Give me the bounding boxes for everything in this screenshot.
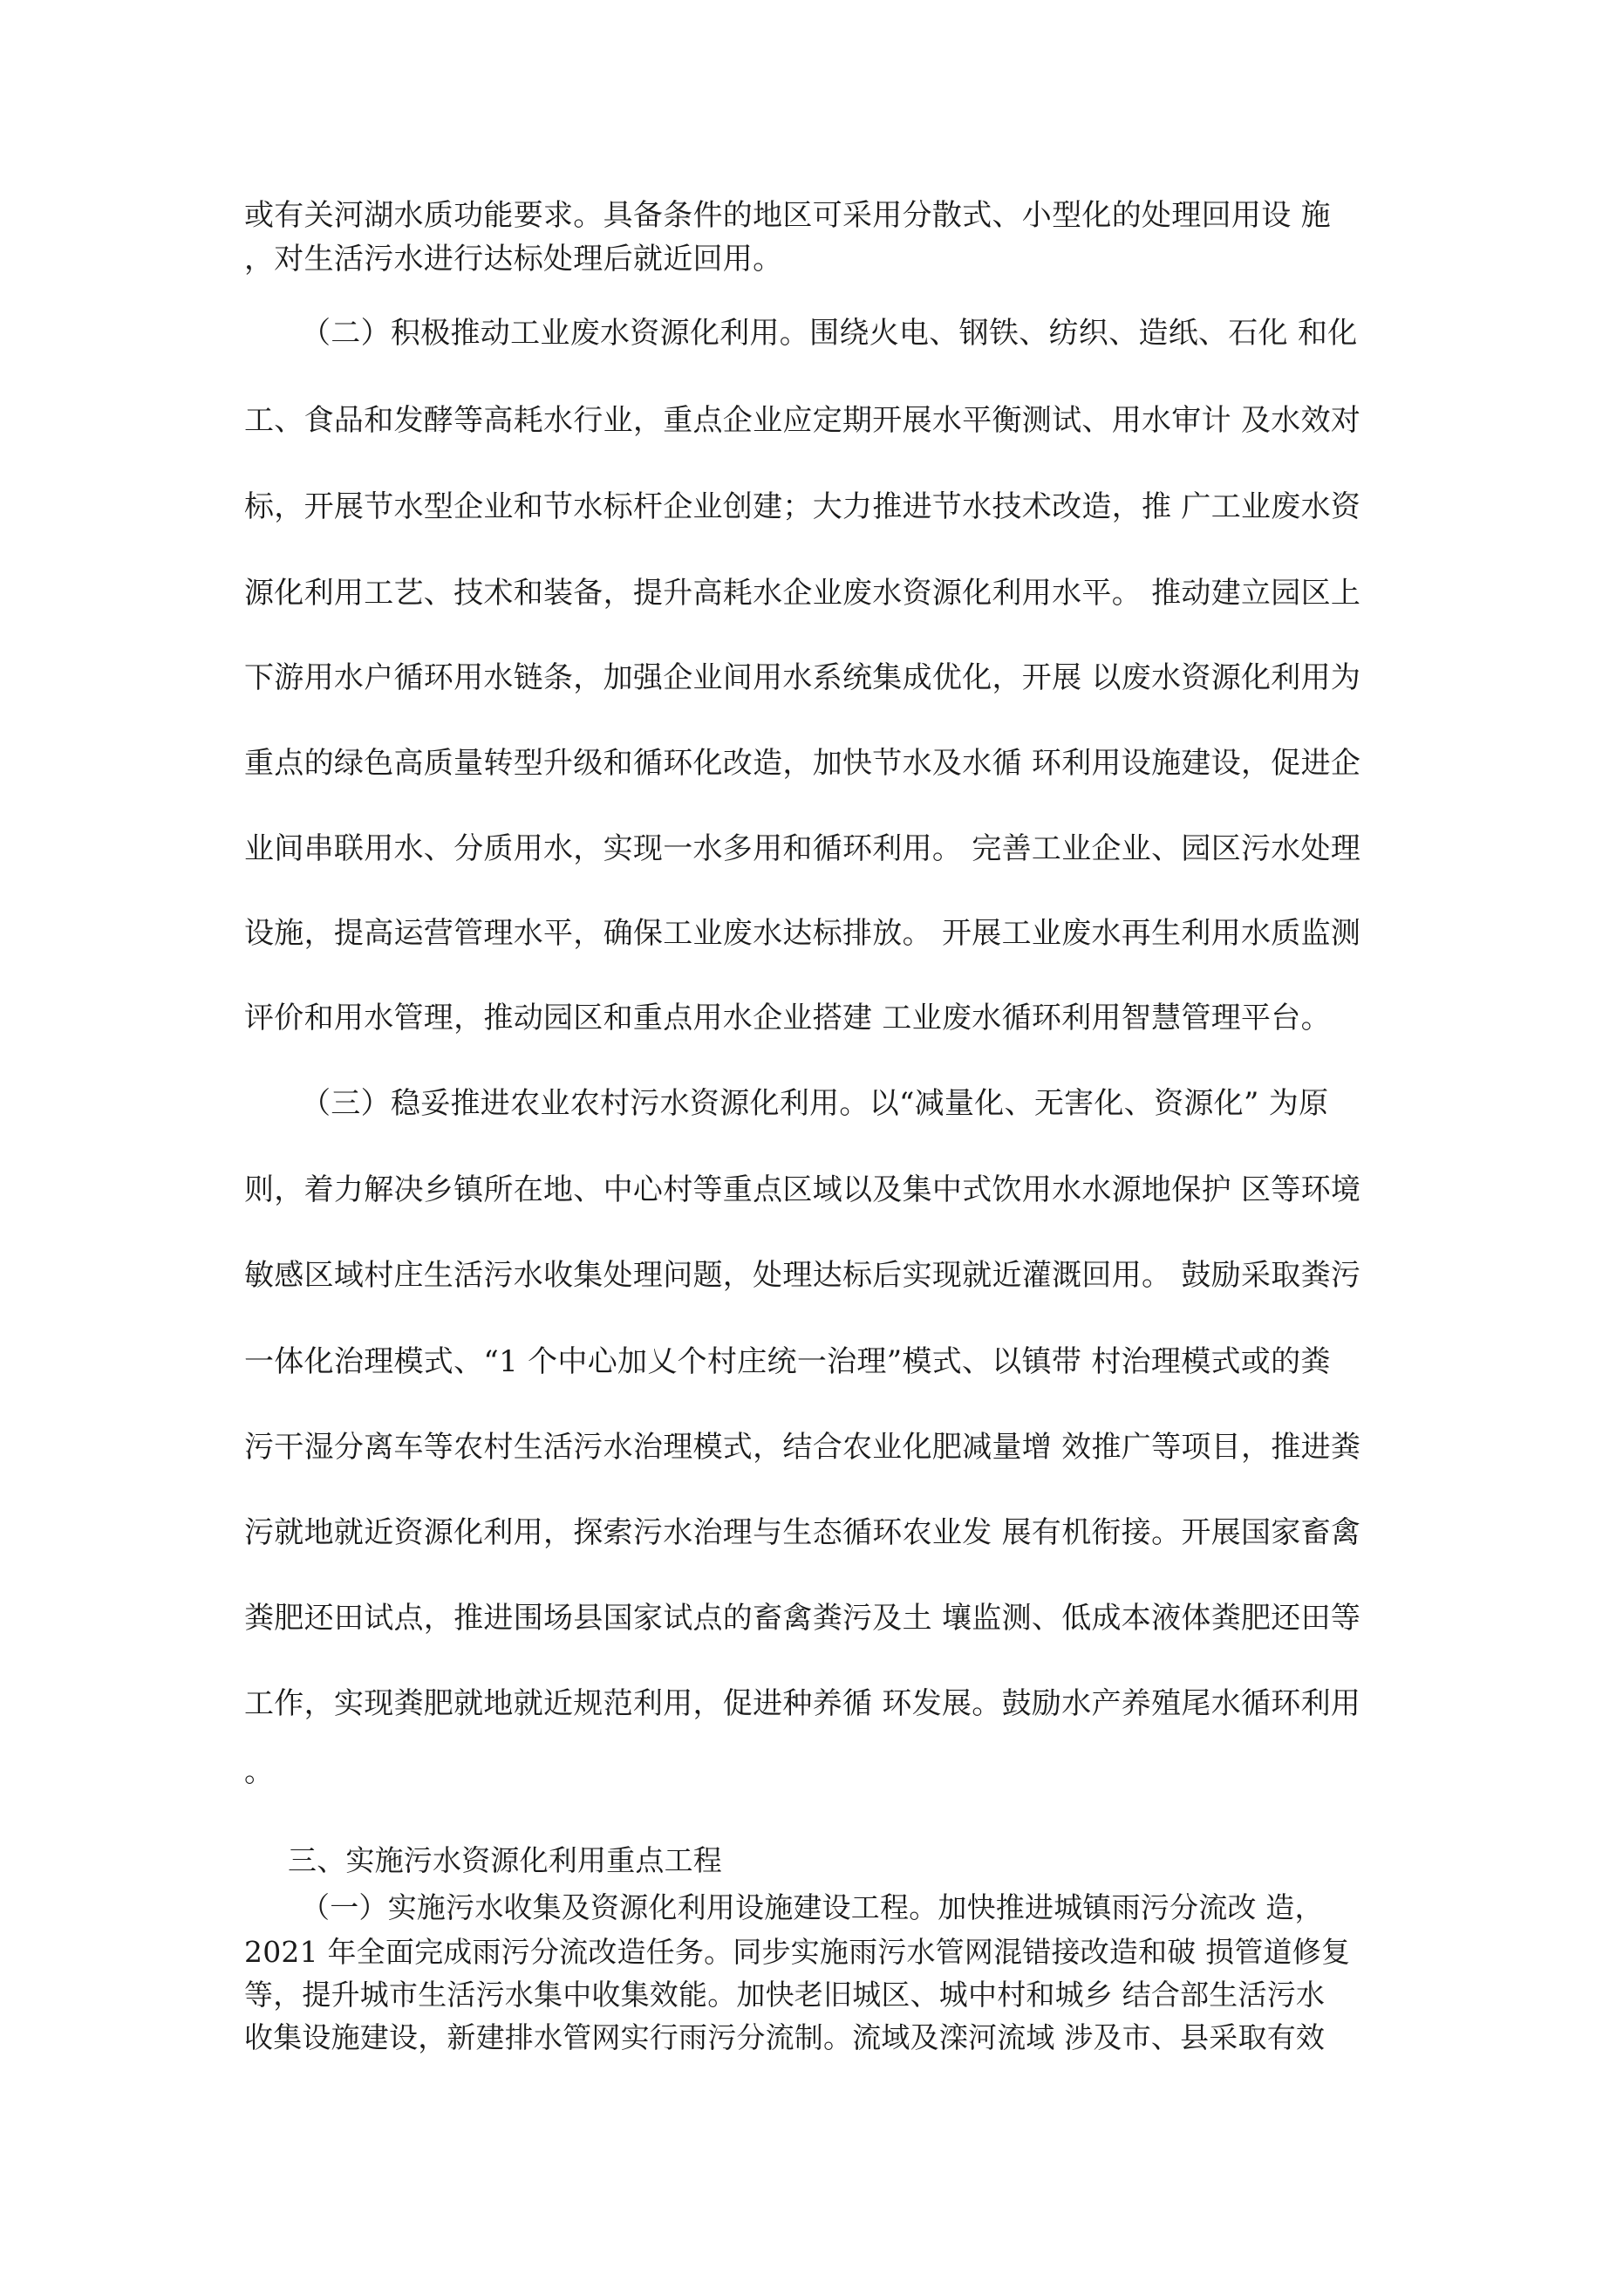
text-line: 评价和用水管理，推动园区和重点用水企业搭建 工业废水循环利用智慧管理平台。 [244,1001,1331,1035]
text-line: 重点的绿色高质量转型升级和循环化改造，加快节水及水循 环利用设施建设，促进企 [244,746,1361,781]
text-line: 敏感区域村庄生活污水收集处理问题，处理达标后实现就近灌溉回用。 鼓励采取粪污 [244,1258,1361,1293]
text-line: 污干湿分离车等农村生活污水治理模式，结合农业化肥减量增 效推广等项目，推进粪 [244,1430,1361,1465]
text-line: 设施，提高运营管理水平，确保工业废水达标排放。 开展工业废水再生利用水质监测 [244,916,1361,951]
paragraph-first-line: （一）实施污水收集及资源化利用设施建设工程。加快推进城镇雨污分流改 造， [301,1890,1324,1924]
text-line: 。 [244,1754,275,1789]
text-line: 则，着力解决乡镇所在地、中心村等重点区域以及集中式饮用水水源地保护 区等环境 [244,1172,1361,1207]
text-line: 一体化治理模式、“1 个中心加乂个村庄统一治理”模式、以镇带 村治理模式或的粪 [244,1344,1331,1379]
text-line: 工作，实现粪肥就地就近规范利用，促进种养循 环发展。鼓励水产养殖尾水循环利用 [244,1686,1361,1721]
text-line: 等，提升城市生活污水集中收集效能。加快老旧城区、城中村和城乡 结合部生活污水 [244,1978,1326,2012]
text-line: 源化利用工艺、技术和装备，提升高耗水企业废水资源化利用水平。 推动建立园区上 [244,576,1361,611]
text-line: ，对生活污水进行达标处理后就近回用。 [244,242,783,277]
text-line: 污就地就近资源化利用，探索污水治理与生态循环农业发 展有机衔接。开展国家畜禽 [244,1515,1361,1550]
text-line: 工、食品和发酵等高耗水行业，重点企业应定期开展水平衡测试、用水审计 及水效对 [244,403,1361,438]
text-line: 收集设施建设，新建排水管网实行雨污分流制。流域及滦河流域 涉及市、县采取有效 [244,2020,1326,2054]
paragraph-first-line: （二）积极推动工业废水资源化利用。围绕火电、钢铁、纺织、造纸、石化 和化 [301,316,1358,351]
text-line: 业间串联用水、分质用水，实现一水多用和循环利用。 完善工业企业、园区污水处理 [244,831,1361,866]
text-line: 标，开展节水型企业和节水标杆企业创建；大力推进节水技术改造，推 广工业废水资 [244,489,1361,524]
text-line: 或有关河湖水质功能要求。具备条件的地区可采用分散式、小型化的处理回用设 施 [244,198,1331,233]
paragraph-first-line: （三）稳妥推进农业农村污水资源化利用。以“减量化、无害化、资源化” 为原 [301,1086,1329,1121]
section-heading: 三、实施污水资源化利用重点工程 [288,1843,722,1877]
text-line: 下游用水户循环用水链条，加强企业间用水系统集成优化，开展 以废水资源化利用为 [244,660,1361,695]
text-line: 2021 年全面完成雨污分流改造任务。同步实施雨污水管网混错接改造和破 损管道修复 [244,1935,1351,1969]
text-line: 粪肥还田试点，推进围场县国家试点的畜禽粪污及土 壤监测、低成本液体粪肥还田等 [244,1601,1361,1636]
